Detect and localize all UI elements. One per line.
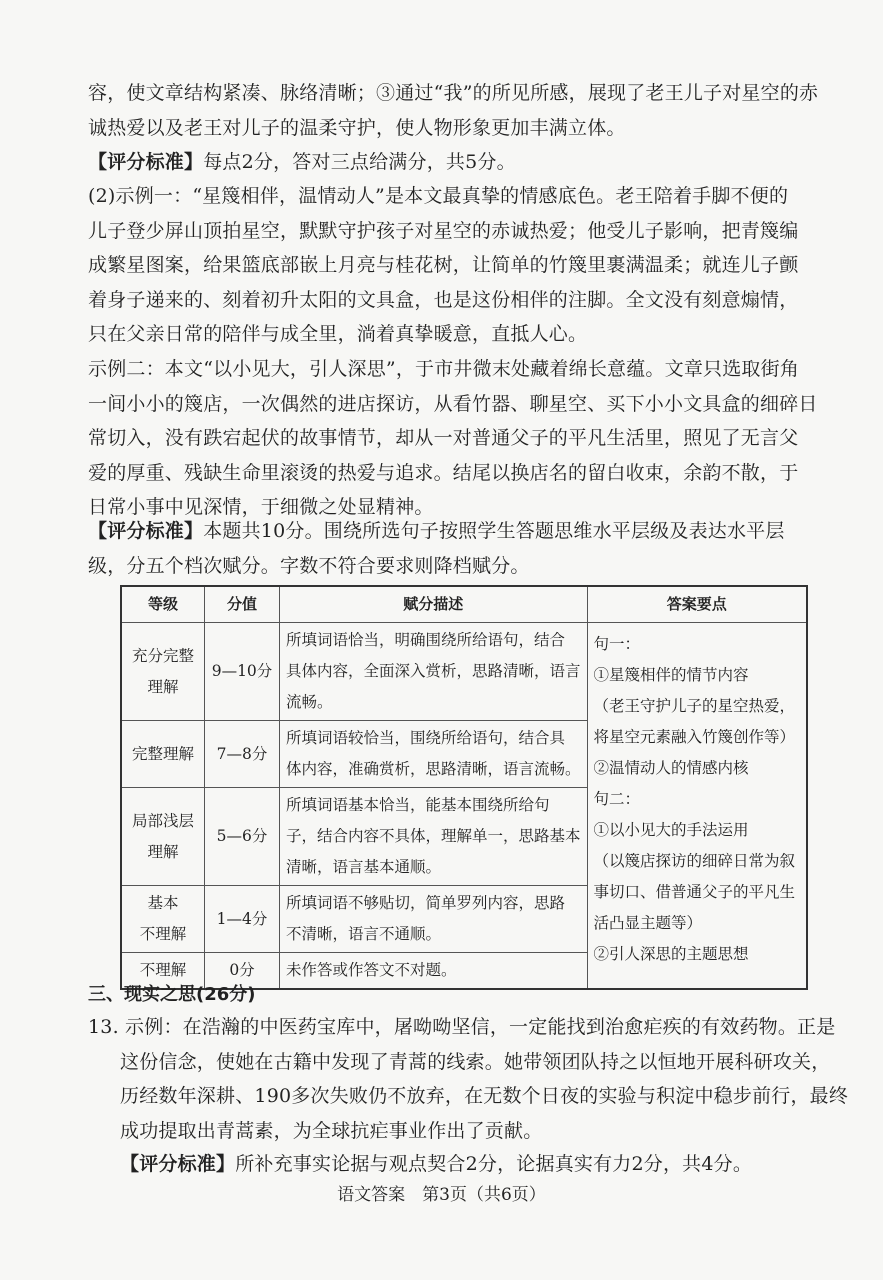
text-line: 日常小事中见深情，于细微之处显精神。: [88, 496, 434, 518]
text-line: 着身子递来的、刻着初升太阳的文具盒，也是这份相伴的注脚。全文没有刻意煽情，: [88, 288, 799, 311]
key-point-line: ①以小见大的手法运用: [593, 821, 749, 839]
score-cell: 0分: [205, 953, 280, 990]
header-key-points: 答案要点: [587, 586, 807, 623]
description-line: 所填词语不够贴切，简单罗列内容，思路: [286, 894, 566, 912]
text-line: 常切入，没有跌宕起伏的故事情节，却从一对普通父子的平凡生活里，照见了无言父: [88, 427, 799, 449]
grade-line: 充分完整: [131, 646, 194, 665]
key-point-line: （老王守护儿子的星空热爱，: [593, 697, 796, 715]
scoring-text: 每点2分，答对三点给满分，共5分。: [203, 151, 516, 173]
section-three-title: 三、现实之思(26分): [88, 984, 256, 1005]
grade-line: 理解: [147, 842, 179, 861]
text-line: 示例二：本文“以小见大，引人深思”，于市井微末处藏着绵长意蕴。文章只选取街角: [88, 358, 800, 380]
text-line: 这份信念，使她在古籍中发现了青蒿的线索。她带领团队持之以恒地开展科研攻关，: [120, 1050, 831, 1073]
description-cell: [280, 953, 588, 990]
description-line: 清晰，语言基本通顺。: [286, 858, 442, 876]
question-13-paragraph: [88, 1010, 849, 1148]
key-point-line: 句一：: [593, 635, 641, 653]
key-point-line: ①星篾相伴的情节内容: [593, 666, 749, 684]
scoring-standard-1: [88, 145, 808, 180]
key-point-line: 句二：: [593, 790, 641, 808]
key-points-cell: [587, 623, 807, 990]
text-line: 成繁星图案，给果篮底部嵌上月亮与桂花树，让简单的竹篾里裹满温柔；就连儿子颤: [88, 254, 799, 276]
scoring-text: 所补充事实论据与观点契合2分，论据真实有力2分，共4分。: [235, 1153, 753, 1175]
key-point-line: 活凸显主题等）: [593, 914, 703, 932]
key-point-line: 将星空元素融入竹篾创作等）: [593, 728, 796, 746]
grade-line: 不理解: [139, 961, 187, 979]
text-line: 13. 示例：在浩瀚的中医药宝库中，屠呦呦坚信，一定能找到治愈疟疾的有效药物。正是: [88, 1016, 836, 1038]
header-grade: 等级: [121, 586, 205, 623]
grade-cell: [121, 721, 205, 788]
grade-line: 理解: [147, 677, 179, 696]
description-line: 所填词语较恰当，围绕所给语句，结合具: [286, 729, 566, 747]
header-description: 赋分描述: [280, 586, 588, 623]
text-line: [88, 514, 808, 549]
scoring-tag: 【评分标准】: [88, 151, 204, 173]
description-cell: [280, 721, 588, 788]
text-line: 容，使文章结构紧凑、脉络清晰；③通过“我”的所见所感，展现了老王儿子对星空的赤: [88, 82, 819, 104]
description-line: 具体内容，全面深入赏析，思路清晰，语言: [286, 662, 581, 680]
score-cell: 5—6分: [205, 788, 280, 886]
scoring-table: [120, 585, 808, 990]
scoring-standard-3: [120, 1147, 840, 1182]
description-line: 流畅。: [286, 693, 333, 711]
key-point-line: ②温情动人的情感内核: [593, 759, 749, 777]
text-line: [120, 1147, 840, 1182]
description-line: 未作答或作答文不对题。: [286, 961, 457, 979]
table-row: [121, 623, 807, 721]
text-line: 只在父亲日常的陪伴与成全里，淌着真挚暖意，直抵人心。: [88, 323, 588, 345]
text-line: 诚热爱以及老王对儿子的温柔守护，使人物形象更加丰满立体。: [88, 116, 626, 139]
scoring-text: 本题共10分。围绕所选句子按照学生答题思维水平层级及表达水平层: [203, 520, 785, 542]
key-point-line: ②引人深思的主题思想: [593, 945, 749, 963]
text-line: 成功提取出青蒿素，为全球抗疟事业作出了贡献。: [120, 1119, 543, 1142]
grade-line: 不理解: [139, 925, 187, 943]
scoring-standard-2: [88, 514, 808, 583]
intro-paragraph: [88, 76, 819, 145]
text-line: 级，分五个档次赋分。字数不符合要求则降档赋分。: [88, 554, 530, 577]
key-point-line: 事切口、借普通父子的平凡生: [593, 883, 796, 901]
text-line: 儿子登少屏山顶拍星空，默默守护孩子对星空的赤诚热爱；他受儿子影响，把青篾编: [88, 219, 799, 242]
description-line: 体内容，准确赏析，思路清晰，语言流畅。: [286, 760, 581, 778]
description-cell: [280, 623, 588, 721]
score-cell: 1—4分: [205, 886, 280, 953]
score-cell: 7—8分: [205, 721, 280, 788]
text-line: (2)示例一：“星篾相伴，温情动人”是本文最真挚的情感底色。老王陪着手脚不便的: [88, 185, 789, 207]
grade-line: 完整理解: [131, 744, 194, 763]
grade-cell: [121, 886, 205, 953]
description-line: 不清晰，语言不通顺。: [286, 925, 442, 943]
description-line: 所填词语基本恰当，能基本围绕所给句: [286, 796, 550, 814]
header-score: 分值: [205, 586, 280, 623]
page-footer: 语文答案 第3页（共6页）: [337, 1185, 546, 1205]
description-cell: [280, 886, 588, 953]
grade-cell: [121, 788, 205, 886]
scoring-tag: 【评分标准】: [88, 520, 204, 542]
score-cell: 9—10分: [205, 623, 280, 721]
example-two-paragraph: [88, 352, 818, 525]
description-line: 子，结合内容不具体，理解单一，思路基本: [286, 827, 581, 845]
description-cell: [280, 788, 588, 886]
text-line: 爱的厚重、残缺生命里滚烫的热爱与追求。结尾以换店名的留白收束，余韵不散，于: [88, 461, 799, 484]
scoring-tag: 【评分标准】: [120, 1153, 236, 1175]
example-one-paragraph: [88, 179, 808, 352]
text-line: [88, 145, 808, 180]
table-header-row: [121, 586, 807, 623]
grade-cell: [121, 623, 205, 721]
text-line: 一间小小的篾店，一次偶然的进店探访，从看竹器、聊星空、买下小小文具盒的细碎日: [88, 392, 818, 415]
key-point-line: （以篾店探访的细碎日常为叙: [593, 852, 796, 870]
grade-line: 局部浅层: [131, 811, 194, 830]
description-line: 所填词语恰当，明确围绕所给语句，结合: [286, 631, 566, 649]
grade-line: 基本: [147, 894, 179, 912]
text-line: 历经数年深耕、190多次失败仍不放弃，在无数个日夜的实验与积淀中稳步前行，最终: [120, 1085, 849, 1107]
